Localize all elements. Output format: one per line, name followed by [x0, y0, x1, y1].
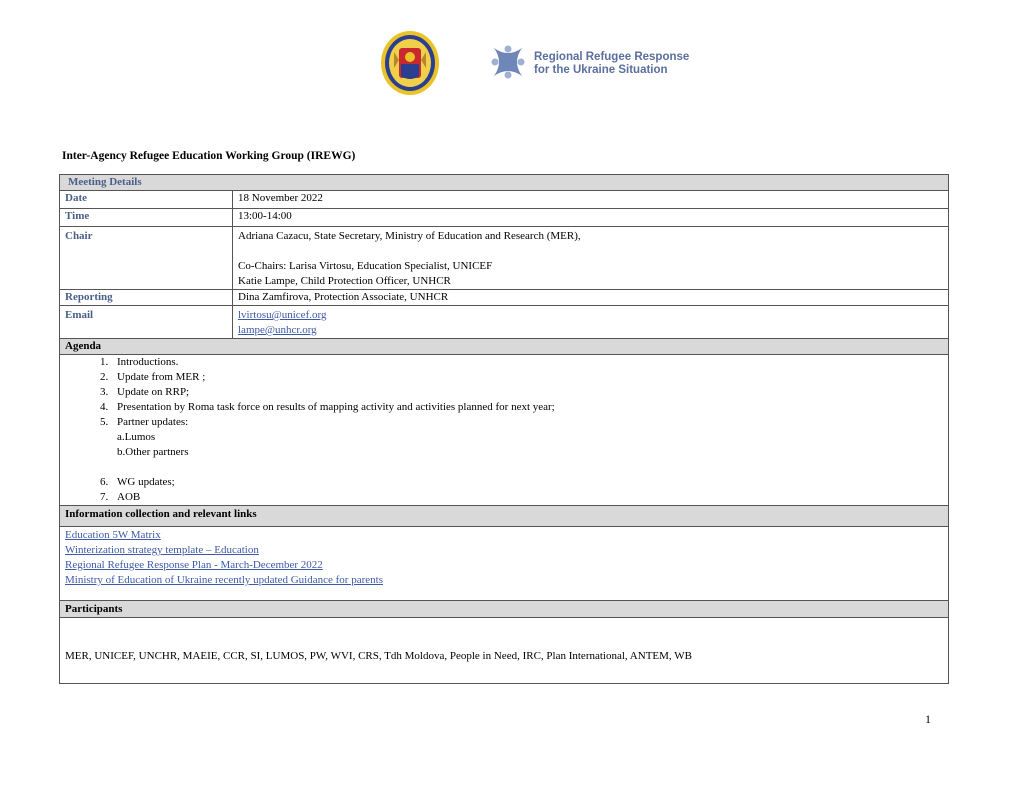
meeting-details-header: Meeting Details	[60, 175, 949, 191]
moldova-emblem-icon	[380, 30, 440, 96]
agenda-item: 2. Update from MER ;	[111, 370, 943, 385]
info-header: Information collection and relevant links	[60, 506, 949, 527]
document-title: Inter-Agency Refugee Education Working Group (IREWG)	[62, 150, 356, 162]
regional-response-plan-link[interactable]: Regional Refugee Response Plan - March-December 2022	[65, 559, 323, 571]
agenda-subitem: b.Other partners	[117, 446, 189, 458]
agenda-list	[65, 355, 943, 505]
reporting-value: Dina Zamfirova, Protection Associate, UNHCR	[233, 290, 949, 306]
rrp-x-icon	[488, 42, 528, 82]
agenda-item: 6. WG updates;	[111, 475, 943, 490]
chair-value	[233, 227, 949, 290]
education-5w-matrix-link[interactable]: Education 5W Matrix	[65, 529, 161, 541]
participants-header: Participants	[60, 601, 949, 618]
agenda-item: 1. Introductions.	[111, 355, 943, 370]
email-value	[233, 306, 949, 339]
agenda-item: 7. AOB	[111, 490, 943, 505]
reporting-label: Reporting	[60, 290, 233, 306]
chair-label: Chair	[60, 227, 233, 290]
page-number: 1	[925, 712, 931, 726]
agenda-item: 3. Update on RRP;	[111, 385, 943, 400]
time-label: Time	[60, 209, 233, 227]
rrp-logo-line1: Regional Refugee Response	[534, 51, 690, 63]
email-link[interactable]: lampe@unhcr.org	[238, 324, 317, 336]
header-logos	[380, 30, 690, 100]
agenda-item: 4. Presentation by Roma task force on results of mapping activity and activities planned for next year;	[111, 400, 943, 415]
rrp-logo	[488, 42, 690, 86]
agenda-subitem: a.Lumos	[117, 431, 156, 443]
agenda-content	[60, 355, 949, 506]
meeting-table	[59, 174, 949, 684]
date-value: 18 November 2022	[233, 191, 949, 209]
email-link[interactable]: lvirtosu@unicef.org	[238, 309, 327, 321]
email-label: Email	[60, 306, 233, 339]
chair-line: Adriana Cazacu, State Secretary, Ministry of Education and Research (MER),	[238, 230, 581, 242]
agenda-header: Agenda	[60, 339, 949, 355]
rrp-logo-line2: for the Ukraine Situation	[534, 64, 668, 76]
agenda-item-label: Partner updates:	[117, 416, 189, 428]
agenda-item	[111, 415, 943, 475]
time-value: 13:00-14:00	[233, 209, 949, 227]
info-links	[60, 527, 949, 601]
date-label: Date	[60, 191, 233, 209]
participants-list: MER, UNICEF, UNCHR, MAEIE, CCR, SI, LUMOS, PW, WVI, CRS, Tdh Moldova, People in Need, IRC, Plan International, ANTEM, WB	[60, 618, 949, 684]
guidance-for-parents-link[interactable]: Ministry of Education of Ukraine recently updated Guidance for parents	[65, 574, 383, 586]
co-chair-line: Katie Lampe, Child Protection Officer, UNHCR	[238, 275, 451, 287]
winterization-template-link[interactable]: Winterization strategy template – Education	[65, 544, 259, 556]
co-chair-line: Co-Chairs: Larisa Virtosu, Education Specialist, UNICEF	[238, 260, 493, 272]
